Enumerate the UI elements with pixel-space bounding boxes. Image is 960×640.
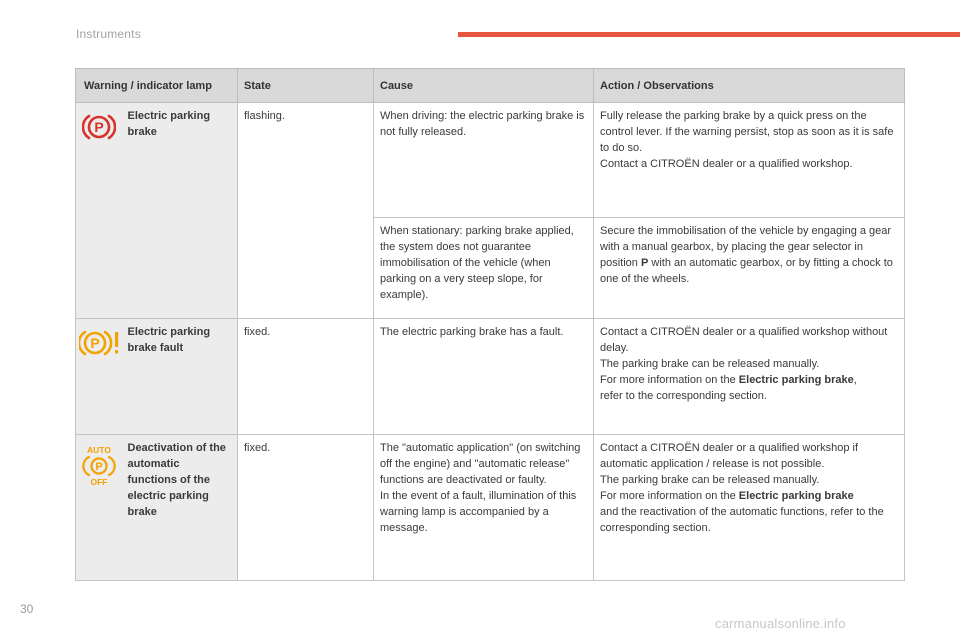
table-row xyxy=(76,435,905,581)
lamp-name: Electric parking brake xyxy=(123,103,238,319)
action-bold-text: Electric parking brake xyxy=(738,374,854,386)
parking-brake-p-icon xyxy=(82,113,116,141)
svg-text:P: P xyxy=(90,335,100,351)
lamp-cause xyxy=(374,435,594,581)
lamp-state: fixed. xyxy=(238,319,374,435)
cause-line: In the event of a fault, illumination of this warning lamp is accompanied by a message. xyxy=(380,490,577,534)
p-letter: P xyxy=(95,461,103,473)
action-line: Fully release the parking brake by a quick press on the control lever. If the warning persist, stop as soon as it is safe to do so. xyxy=(600,110,894,154)
table-row xyxy=(76,103,905,218)
lamp-name: Deactivation of the automatic functions of the electric parking brake xyxy=(123,435,238,581)
action-text: For more information on the xyxy=(600,374,739,386)
action-line: Contact a CITROËN dealer or a qualified workshop if automatic application / release is not possible. xyxy=(600,442,859,470)
action-bold-text: Electric parking brake xyxy=(738,490,854,502)
action-bold-text: P xyxy=(640,257,649,269)
action-text: For more information on the xyxy=(600,490,739,502)
action-line: The parking brake can be released manually. xyxy=(600,358,820,370)
lamp-action xyxy=(594,319,905,435)
action-line xyxy=(600,488,898,504)
svg-text:P: P xyxy=(94,119,104,135)
lamp-cause: The electric parking brake has a fault. xyxy=(374,319,594,435)
section-title: Instruments xyxy=(76,27,141,41)
lamp-action xyxy=(594,218,905,319)
lamp-icon-cell xyxy=(76,103,123,319)
cause-line: The "automatic application" (on switching off the engine) and "automatic release" functions are deactivated or faulty. xyxy=(380,442,581,486)
action-text: Secure the immobilisation of the vehicle by engaging a gear with a manual gearbox, by placing the gear selector in position xyxy=(600,225,892,269)
action-line: The parking brake can be released manually. xyxy=(600,474,820,486)
header-action: Action / Observations xyxy=(594,69,905,103)
lamp-name: Electric parking brake fault xyxy=(123,319,238,435)
table-row xyxy=(76,319,905,435)
lamp-action xyxy=(594,103,905,218)
lamp-icon-cell xyxy=(76,435,123,581)
action-line: Contact a CITROËN dealer or a qualified workshop without delay. xyxy=(600,326,888,354)
action-line: Contact a CITROËN dealer or a qualified workshop. xyxy=(600,158,853,170)
action-line xyxy=(600,372,898,388)
lamp-icon-cell xyxy=(76,319,123,435)
action-line: and the reactivation of the automatic functions, refer to the corresponding section. xyxy=(600,506,884,534)
action-line: refer to the corresponding section. xyxy=(600,390,767,402)
action-text: with an automatic gearbox, or by fitting a chock to one of the wheels. xyxy=(600,257,893,285)
header-lamp: Warning / indicator lamp xyxy=(76,69,238,103)
lamp-cause: When driving: the electric parking brake is not fully released. xyxy=(374,103,594,218)
warning-lamp-table xyxy=(75,68,904,581)
lamp-cause: When stationary: parking brake applied, the system does not guarantee immobilisation of the vehicle (when parking on a very steep slope, for example). xyxy=(374,218,594,319)
lamp-state: flashing. xyxy=(238,103,374,319)
page-number: 30 xyxy=(20,602,34,616)
lamp-state: fixed. xyxy=(238,435,374,581)
action-text: , xyxy=(853,374,857,386)
header-accent-bar xyxy=(458,32,960,37)
off-label: OFF xyxy=(90,477,108,487)
table-header-row xyxy=(76,69,905,103)
warning-table xyxy=(75,68,905,581)
parking-brake-fault-icon xyxy=(79,329,123,357)
watermark: carmanualsonline.info xyxy=(715,616,846,631)
auto-off-parking-icon xyxy=(82,445,116,487)
header-cause: Cause xyxy=(374,69,594,103)
lamp-action xyxy=(594,435,905,581)
auto-label: AUTO xyxy=(87,445,112,455)
header-state: State xyxy=(238,69,374,103)
